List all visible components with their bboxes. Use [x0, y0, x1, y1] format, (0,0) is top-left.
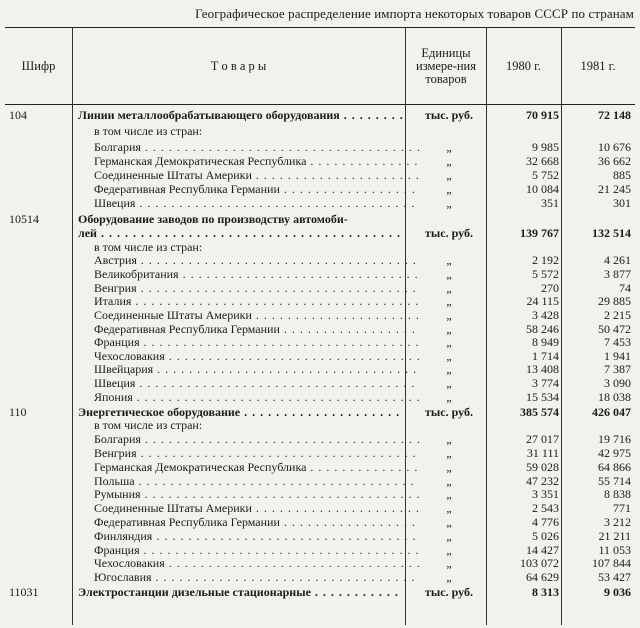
- row-goods-name: Федеративная Республика Германии . . .: [78, 183, 419, 197]
- row-goods-name: в том числе из стран:: [94, 419, 203, 432]
- row-unit: „: [446, 362, 452, 376]
- row-goods-name: Венгрия . . .: [78, 447, 419, 461]
- table-row: [5, 516, 635, 530]
- row-goods-name: Федеративная Республика Германии . . .: [78, 323, 419, 337]
- table-row: [5, 197, 635, 211]
- row-value-1980: 1 714: [532, 349, 559, 363]
- row-value-1980: 385 574: [520, 405, 559, 419]
- row-value-1981: 426 047: [592, 405, 631, 419]
- table-row: [5, 488, 635, 502]
- table-row: [5, 183, 635, 197]
- import-table: [5, 27, 635, 625]
- row-value-1981: 4 261: [604, 253, 631, 267]
- row-value-1980: 2 192: [532, 253, 559, 267]
- row-unit: „: [446, 487, 452, 501]
- row-value-1980: 14 427: [526, 543, 559, 557]
- row-goods-name: Германская Демократическая Республика . . .: [78, 461, 419, 475]
- row-goods-name: Соединенные Штаты Америки . . .: [78, 502, 419, 516]
- row-value-1980: 31 111: [526, 446, 559, 460]
- row-value-1981: 8 838: [604, 487, 631, 501]
- row-value-1980: 8 313: [532, 585, 559, 599]
- row-unit: тыс. руб.: [425, 108, 473, 122]
- row-goods-name: Соединенные Штаты Америки . . .: [78, 169, 419, 183]
- row-code: 104: [9, 108, 27, 122]
- row-value-1980: 5 752: [532, 168, 559, 182]
- row-unit: „: [446, 446, 452, 460]
- table-row: [5, 227, 635, 241]
- row-goods-name: Федеративная Республика Германии . . .: [78, 516, 419, 530]
- row-unit: „: [446, 570, 452, 584]
- row-value-1981: 107 844: [592, 556, 631, 570]
- row-unit: „: [446, 556, 452, 570]
- row-goods-name: лей . . .: [78, 227, 403, 241]
- row-unit: „: [446, 543, 452, 557]
- row-unit: „: [446, 432, 452, 446]
- row-code: 11031: [9, 585, 39, 599]
- row-value-1981: 3 877: [604, 267, 631, 281]
- row-goods-name: Польша . . .: [78, 475, 419, 489]
- row-goods-name: Венгрия . . .: [78, 282, 419, 296]
- row-goods-name: Чехословакия . . .: [78, 557, 419, 571]
- row-unit: „: [446, 349, 452, 363]
- row-code: 110: [9, 405, 27, 419]
- table-row: [5, 109, 635, 123]
- row-value-1980: 10 084: [526, 182, 559, 196]
- row-value-1980: 3 351: [532, 487, 559, 501]
- row-value-1981: 1 941: [604, 349, 631, 363]
- row-value-1981: 21 245: [598, 182, 631, 196]
- row-unit: „: [446, 140, 452, 154]
- table-row: [5, 295, 635, 309]
- row-value-1980: 24 115: [526, 294, 559, 308]
- row-value-1981: 132 514: [592, 226, 631, 240]
- row-value-1980: 32 668: [526, 154, 559, 168]
- row-value-1981: 2 215: [604, 308, 631, 322]
- row-goods-name: Оборудование заводов по производству автомоби-: [78, 213, 348, 226]
- row-unit: „: [446, 501, 452, 515]
- row-goods-name: Соединенные Штаты Америки . . .: [78, 309, 419, 323]
- row-value-1981: 72 148: [598, 108, 631, 122]
- row-goods-name: в том числе из стран:: [94, 241, 203, 254]
- row-value-1981: 3 090: [604, 376, 631, 390]
- row-unit: тыс. руб.: [425, 226, 473, 240]
- row-value-1980: 47 232: [526, 474, 559, 488]
- row-value-1980: 59 028: [526, 460, 559, 474]
- row-value-1981: 50 472: [598, 322, 631, 336]
- table-row: [5, 557, 635, 571]
- row-unit: „: [446, 335, 452, 349]
- row-value-1980: 139 767: [520, 226, 559, 240]
- row-goods-name: Электростанции дизельные стационарные . . .: [78, 586, 403, 600]
- row-unit: „: [446, 281, 452, 295]
- row-unit: „: [446, 460, 452, 474]
- row-value-1981: 11 053: [598, 543, 631, 557]
- row-value-1981: 42 975: [598, 446, 631, 460]
- row-value-1981: 18 038: [598, 390, 631, 404]
- row-goods-name: Франция . . .: [78, 544, 419, 558]
- table-row: [5, 586, 635, 600]
- header-year-1980: 1980 г.: [506, 58, 541, 73]
- row-goods-name: Швеция . . .: [78, 377, 419, 391]
- table-row: [5, 571, 635, 585]
- row-value-1981: 7 387: [604, 362, 631, 376]
- table-row: [5, 363, 635, 377]
- row-goods-name: Франция . . .: [78, 336, 419, 350]
- row-value-1980: 103 072: [520, 556, 559, 570]
- table-row: [5, 213, 635, 227]
- row-goods-name: Финляндия . . .: [78, 530, 419, 544]
- row-goods-name: Румыния . . .: [78, 488, 419, 502]
- table-row: [5, 125, 635, 139]
- row-value-1981: 29 885: [598, 294, 631, 308]
- row-value-1980: 9 985: [532, 140, 559, 154]
- row-unit: „: [446, 308, 452, 322]
- table-header: [5, 28, 635, 105]
- row-value-1981: 10 676: [598, 140, 631, 154]
- row-value-1981: 53 427: [598, 570, 631, 584]
- row-unit: „: [446, 529, 452, 543]
- table-row: [5, 502, 635, 516]
- table-row: [5, 406, 635, 420]
- row-goods-name: Энергетическое оборудование . . .: [78, 406, 403, 420]
- row-value-1981: 771: [613, 501, 631, 515]
- row-value-1981: 55 714: [598, 474, 631, 488]
- row-goods-name: Германская Демократическая Республика . . .: [78, 155, 419, 169]
- row-value-1981: 885: [613, 168, 631, 182]
- row-unit: „: [446, 515, 452, 529]
- table-row: [5, 336, 635, 350]
- row-value-1980: 5 572: [532, 267, 559, 281]
- table-row: [5, 377, 635, 391]
- row-goods-name: Югославия . . .: [78, 571, 419, 585]
- row-value-1981: 7 453: [604, 335, 631, 349]
- table-row: [5, 309, 635, 323]
- row-value-1981: 3 212: [604, 515, 631, 529]
- row-value-1981: 301: [613, 196, 631, 210]
- row-value-1980: 3 428: [532, 308, 559, 322]
- row-goods-name: в том числе из стран:: [94, 125, 203, 138]
- table-row: [5, 169, 635, 183]
- row-value-1981: 9 036: [604, 585, 631, 599]
- row-value-1980: 4 776: [532, 515, 559, 529]
- page-title: Географическое распределение импорта некоторых товаров СССР по странам: [195, 6, 634, 21]
- row-goods-name: Япония . . .: [78, 391, 419, 405]
- row-goods-name: Швеция . . .: [78, 197, 419, 211]
- row-code: 10514: [9, 212, 39, 226]
- header-unit: Единицы измере-ния товаров: [416, 45, 476, 86]
- row-unit: „: [446, 154, 452, 168]
- row-unit: „: [446, 474, 452, 488]
- row-value-1980: 58 246: [526, 322, 559, 336]
- table-row: [5, 461, 635, 475]
- row-value-1980: 3 774: [532, 376, 559, 390]
- table-row: [5, 141, 635, 155]
- row-value-1980: 27 017: [526, 432, 559, 446]
- row-unit: „: [446, 267, 452, 281]
- row-unit: „: [446, 376, 452, 390]
- header-goods: Т о в а р ы: [210, 58, 267, 73]
- row-value-1981: 64 866: [598, 460, 631, 474]
- row-value-1980: 70 915: [526, 108, 559, 122]
- row-goods-name: Швейцария . . .: [78, 363, 419, 377]
- row-value-1980: 13 408: [526, 362, 559, 376]
- row-value-1980: 8 949: [532, 335, 559, 349]
- table-row: [5, 433, 635, 447]
- header-year-1981: 1981 г.: [580, 58, 616, 73]
- row-value-1980: 270: [541, 281, 559, 295]
- row-value-1981: 21 211: [598, 529, 631, 543]
- row-goods-name: Линии металлообрабатывающего оборудования . . .: [78, 109, 403, 123]
- row-value-1981: 36 662: [598, 154, 631, 168]
- table-row: [5, 530, 635, 544]
- table-row: [5, 447, 635, 461]
- table-row: [5, 391, 635, 405]
- row-goods-name: Италия . . .: [78, 295, 419, 309]
- row-unit: тыс. руб.: [425, 405, 473, 419]
- row-goods-name: Болгария . . .: [78, 141, 419, 155]
- row-unit: тыс. руб.: [425, 585, 473, 599]
- row-unit: „: [446, 182, 452, 196]
- row-value-1980: 351: [541, 196, 559, 210]
- row-unit: „: [446, 196, 452, 210]
- row-value-1980: 64 629: [526, 570, 559, 584]
- row-value-1981: 74: [619, 281, 631, 295]
- row-unit: „: [446, 294, 452, 308]
- row-value-1981: 19 716: [598, 432, 631, 446]
- row-value-1980: 15 534: [526, 390, 559, 404]
- row-unit: „: [446, 390, 452, 404]
- table-row: [5, 268, 635, 282]
- row-value-1980: 5 026: [532, 529, 559, 543]
- table-row: [5, 254, 635, 268]
- row-value-1980: 2 543: [532, 501, 559, 515]
- header-code: Шифр: [21, 58, 56, 73]
- row-goods-name: Великобритания . . .: [78, 268, 419, 282]
- row-goods-name: Болгария . . .: [78, 433, 419, 447]
- row-goods-name: Австрия . . .: [78, 254, 419, 268]
- row-unit: „: [446, 322, 452, 336]
- table-row: [5, 419, 635, 433]
- row-goods-name: Чехословакия . . .: [78, 350, 419, 364]
- table-row: [5, 155, 635, 169]
- row-unit: „: [446, 168, 452, 182]
- row-unit: „: [446, 253, 452, 267]
